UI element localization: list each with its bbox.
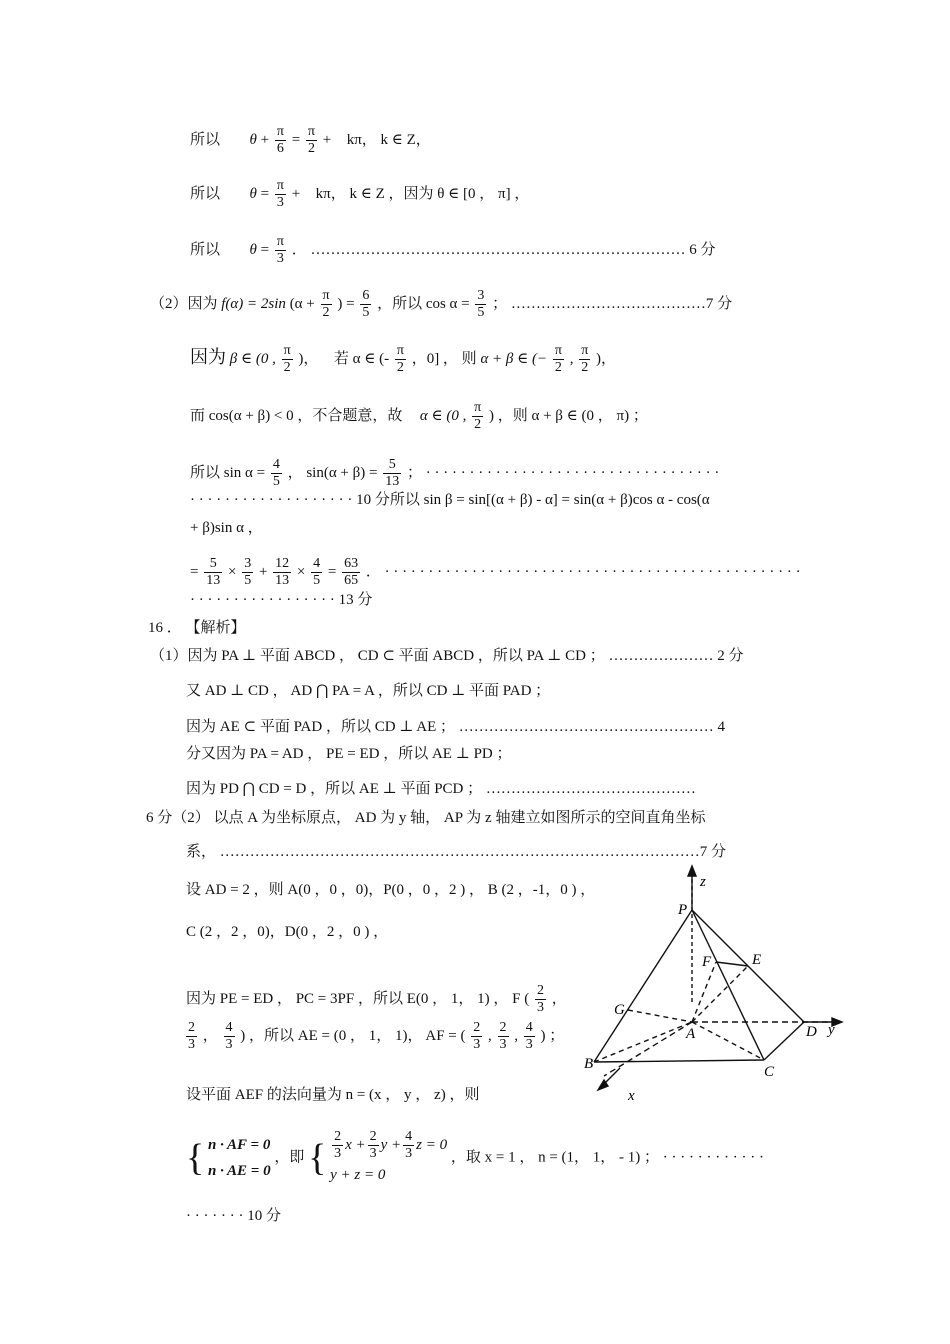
q16-step4: 分又因为 PA = AD ， PE = ED ，所以 AE ⊥ PD ； <box>186 746 512 762</box>
q16-normal-vector: 设平面 AEF 的法向量为 n = (x ， y ， z) ，则 <box>186 1087 480 1103</box>
edge-AE <box>692 966 748 1022</box>
edge-AC <box>692 1022 764 1060</box>
edge-CD <box>764 1022 804 1060</box>
q16-coordinates-2: C (2 ，2 ，0)，D(0 ，2 ，0 ) ， <box>186 924 389 940</box>
text: + <box>291 185 301 202</box>
edge-PC <box>692 910 764 1060</box>
edge-BC <box>594 1060 764 1062</box>
fraction: $\frac{4}{5}$ <box>313 556 321 588</box>
text: = <box>190 563 199 580</box>
fraction: $\frac{\pi}{2}$ <box>581 343 589 375</box>
text: 因为 <box>190 346 226 367</box>
edge-FE <box>716 962 748 966</box>
text: 所以 <box>190 131 221 148</box>
q16-step1: （1）因为 PA ⊥ 平面 ABCD ， CD ⊂ 平面 ABCD ，所以 PA ⊥ CD ； ………………… 2 分 <box>150 648 744 664</box>
axis-z-arrow <box>688 866 696 876</box>
text: )， <box>596 350 617 367</box>
text: ； …………………………………7 分 <box>492 295 733 312</box>
text: ) = <box>337 295 355 312</box>
fraction: $\frac{4}{3}$ <box>525 1020 533 1052</box>
line-13-points: · · · · · · · · · · · · · · · · · 13 分 <box>190 592 373 608</box>
axis-x-dashed <box>604 1022 692 1076</box>
pyramid-figure <box>580 862 850 1108</box>
edge-AF <box>692 962 716 1022</box>
text: = <box>327 563 337 580</box>
text: = <box>291 131 301 148</box>
line-cos-check <box>190 400 648 433</box>
text: = <box>260 185 270 202</box>
fraction: $\frac{2}{3}$ <box>188 1020 195 1052</box>
edge-GA <box>628 1010 692 1022</box>
q16-step5: 因为 PD ⋂ CD = D ，所以 AE ⊥ 平面 PCD ； …………………………………… <box>186 781 696 797</box>
text: ， <box>202 1027 218 1044</box>
label-P: P <box>678 902 688 918</box>
line-sin-values <box>190 457 719 490</box>
fraction: $\frac{\pi}{3}$ <box>276 178 284 210</box>
text: α + β ∈ (− <box>480 350 548 367</box>
text: × <box>296 563 306 580</box>
fraction: $\frac{6}{5}$ <box>362 288 370 320</box>
text: = <box>260 241 270 258</box>
q16-vectors: 因为 PE = ED ， PC = 3PF ，所以 E(0 ， 1， 1) ， F ( $\frac{2}{3}$ ， <box>186 983 567 1015</box>
text: 而 cos(α + β) < 0 ，不合题意，故 <box>190 407 403 424</box>
fraction: $\frac{12}{13}$ <box>275 556 290 588</box>
q16-step7: 系， ……………………………………………………………………………………7 分 <box>186 844 727 860</box>
fraction: $\frac{\pi}{2}$ <box>307 124 315 156</box>
line-theta-final <box>190 234 715 267</box>
text: n · AF = 0 <box>208 1137 271 1153</box>
text: 因为 PE = ED ， PC = 3PF ，所以 E(0 ， 1， 1) ， F ( <box>186 990 530 1007</box>
text: （2）因为 <box>150 295 218 312</box>
q16-step6: 6 分（2） 以点 A 为坐标原点， AD 为 y 轴， AP 为 z 轴建立如图所示的空间直角坐标 <box>146 810 706 826</box>
text: θ <box>249 241 257 258</box>
fraction: $\frac{\pi}{6}$ <box>276 124 284 156</box>
text: y + z = 0 <box>330 1166 386 1183</box>
q16-coordinates-1: 设 AD = 2 ，则 A(0 ，0 ，0)，P(0 ，0 ，2 ) ， B (2 ，-1，0 ) ， <box>186 882 596 898</box>
text: (α + <box>289 295 315 312</box>
text: 所以 sin α = <box>190 464 266 481</box>
text: kπ， k ∈ Z， <box>346 131 431 148</box>
fraction: $\frac{4}{5}$ <box>272 457 280 489</box>
fraction: $\frac{\pi}{3}$ <box>276 234 284 266</box>
fraction: $\frac{63}{65}$ <box>344 556 359 588</box>
q16-step3: 因为 AE ⊂ 平面 PAD ，所以 CD ⊥ AE ； …………………………………………… 4 <box>186 719 726 735</box>
q16-vectors-2: $\frac{2}{3}$ ， $\frac{4}{3}$ ) ，所以 AE = (0 ， 1， 1)， AF = ( $\frac{2}{3}$ , $\frac{2}{3}$ , $\frac{4}{3}$ ) ； <box>188 1020 565 1052</box>
fraction: $\frac{\pi}{2}$ <box>396 343 404 375</box>
text: ，取 x = 1 ， n = (1， 1， - 1) ； · · · · · · · · · · · · <box>450 1149 764 1166</box>
label-B: B <box>584 1056 594 1072</box>
label-z: z <box>700 874 706 890</box>
text: α ∈ (0 , <box>419 407 467 424</box>
fraction: $\frac{2}{3}$ <box>499 1020 507 1052</box>
line-sin-beta-cont: + β)sin α ， <box>190 520 263 536</box>
fraction: $\frac{2}{3}$ <box>536 983 544 1015</box>
label-C: C <box>764 1064 775 1080</box>
text: ，0] ， 则 <box>411 350 477 367</box>
fraction: $\frac{5}{13}$ <box>206 556 221 588</box>
fraction: $\frac{\pi}{2}$ <box>322 288 330 320</box>
text: θ <box>249 131 257 148</box>
text: 所以 <box>190 185 221 202</box>
text: ． ………………………………………………………………… 6 分 <box>291 241 716 258</box>
text: f(α) = 2sin <box>221 295 286 312</box>
line-beta-range <box>190 343 616 376</box>
text: × <box>227 563 237 580</box>
text: + <box>322 131 332 148</box>
q16-10-points: · · · · · · · 10 分 <box>186 1208 281 1224</box>
edge-PB <box>594 910 692 1062</box>
text: β ∈ (0 , <box>229 350 276 367</box>
line-theta-solution <box>190 178 529 211</box>
line-result <box>190 556 801 589</box>
fraction: $\frac{\pi}{2}$ <box>474 400 482 432</box>
text: 所以 <box>190 241 221 258</box>
fraction: $\frac{5}{13}$ <box>385 457 400 489</box>
fraction: $\frac{\pi}{2}$ <box>554 343 562 375</box>
text: + <box>260 131 270 148</box>
label-E: E <box>752 952 762 968</box>
text: ，则 α + β ∈ (0 ， π) ； <box>497 407 648 424</box>
text: kπ， k ∈ Z ，因为 θ ∈ [0 ， π] ， <box>315 185 530 202</box>
text: ； <box>549 1027 565 1044</box>
text: ) <box>488 407 494 424</box>
text: ，即 <box>274 1149 305 1166</box>
line-theta-equation <box>190 124 431 157</box>
text: ，所以 cos α = <box>377 295 470 312</box>
text: , <box>569 350 574 367</box>
q16-system: { n · AF = 0 n · AE = 0 ，即 { $\frac{2}{3}$ x + $\frac{2}{3}$ y + $\frac{4}{3}$ z = 0 y + z = 0 ，取 x = 1 ， n = (1， 1， - 1) ； · · · · · · · · · · · · <box>186 1128 764 1188</box>
text: ． · · · · · · · · · · · · · · · · · · · · · · · · · · · · · · · · · · · · · · · · · · · · · · · · <box>365 563 801 580</box>
line-part2-start <box>150 288 732 321</box>
label-D: D <box>806 1024 817 1040</box>
text: )， <box>298 350 319 367</box>
edge-AB <box>594 1022 692 1062</box>
q16-step2: 又 AD ⊥ CD ， AD ⋂ PA = A ，所以 CD ⊥ 平面 PAD ； <box>186 683 551 699</box>
label-x: x <box>628 1088 635 1104</box>
label-y: y <box>828 1022 835 1038</box>
question-16-title: 16 ． 【解析】 <box>148 620 246 636</box>
text: ，所以 AE = (0 ， 1， 1)， AF = <box>249 1027 457 1044</box>
fraction: $\frac{4}{3}$ <box>225 1020 233 1052</box>
text: ， sin(α + β) = <box>287 464 378 481</box>
fraction: $\frac{3}{5}$ <box>477 288 485 320</box>
fraction: $\frac{2}{3}$ <box>473 1020 481 1052</box>
text: ； · · · · · · · · · · · · · · · · · · · · · · · · · · · · · · · · · · <box>406 464 720 481</box>
fraction: $\frac{\pi}{2}$ <box>283 343 291 375</box>
text: 若 α ∈ (- <box>333 350 390 367</box>
line-sin-beta: · · · · · · · · · · · · · · · · · · · 10 分所以 sin β = sin[(α + β) - α] = sin(α + β)cos α - cos(α <box>190 492 710 508</box>
label-G: G <box>614 1002 625 1018</box>
label-F: F <box>702 954 712 970</box>
fraction: $\frac{3}{5}$ <box>244 556 252 588</box>
text: θ <box>249 185 257 202</box>
label-A: A <box>686 1026 696 1042</box>
text: + <box>258 563 268 580</box>
text: n · AE = 0 <box>208 1163 271 1179</box>
